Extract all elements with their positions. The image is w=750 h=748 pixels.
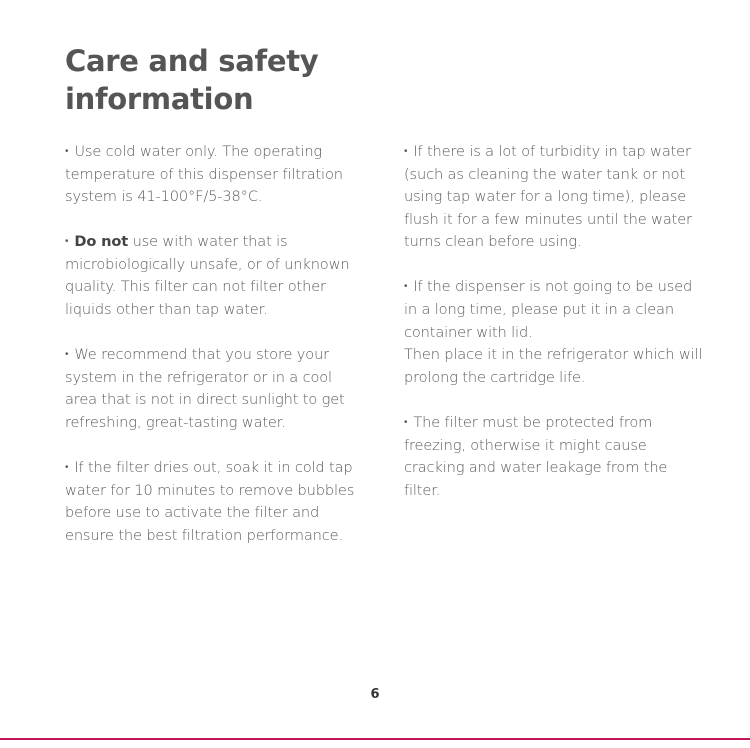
care-item-long-storage [404,276,704,389]
care-item-text-continued: Then place it in the refrigerator which will prolong the cartridge life. [404,346,703,386]
page-title [65,42,385,118]
care-item-cold-water [65,141,365,209]
right-column [404,141,704,525]
care-item-freezing [404,412,704,502]
care-item-text: If the filter dries out, soak it in cold tap water for 10 minutes to remove bubbles before use to activate the filter and ensure the best filtration performance. [65,459,355,544]
bullet-icon: • [404,281,408,293]
care-item-emphasis: Do not [74,233,129,251]
care-item-text: Use cold water only. The operating temperature of this dispenser filtration system is 41-100°F/5-38°C. [65,143,343,206]
bullet-icon: • [404,146,408,157]
care-item-do-not [65,231,365,321]
care-item-storage [65,344,365,434]
footer-rule [0,738,750,740]
title-line-1: Care and safety [65,44,319,78]
title-line-2: information [65,82,254,116]
care-item-text: We recommend that you store your system in the refrigerator or in a cool area that is not in direct sunlight to get refreshing, great-tasting water. [65,346,345,431]
care-item-text: The filter must be protected from freezing, otherwise it might cause cracking and water leakage from the filter. [404,413,668,499]
bullet-icon: • [65,462,69,474]
care-item-text: use with water that is microbiologically unsafe, or of unknown quality. This filter can not filter other liquids other than tap water. [65,233,350,319]
bullet-icon: • [65,236,69,248]
page-number: 6 [370,687,380,702]
care-item-dry-filter [65,457,365,547]
bullet-icon: • [65,146,69,157]
bullet-icon: • [404,416,408,428]
bullet-icon: • [65,349,69,361]
care-item-text: If there is a lot of turbidity in tap water (such as cleaning the water tank or not using tap water for a long time), please flush it for a few minutes until the water turns clean before using. [404,143,692,251]
care-item-text: If the dispenser is not going to be used in a long time, please put it in a clean container with lid. [404,278,693,341]
care-item-turbidity [404,141,704,254]
left-column [65,141,365,570]
